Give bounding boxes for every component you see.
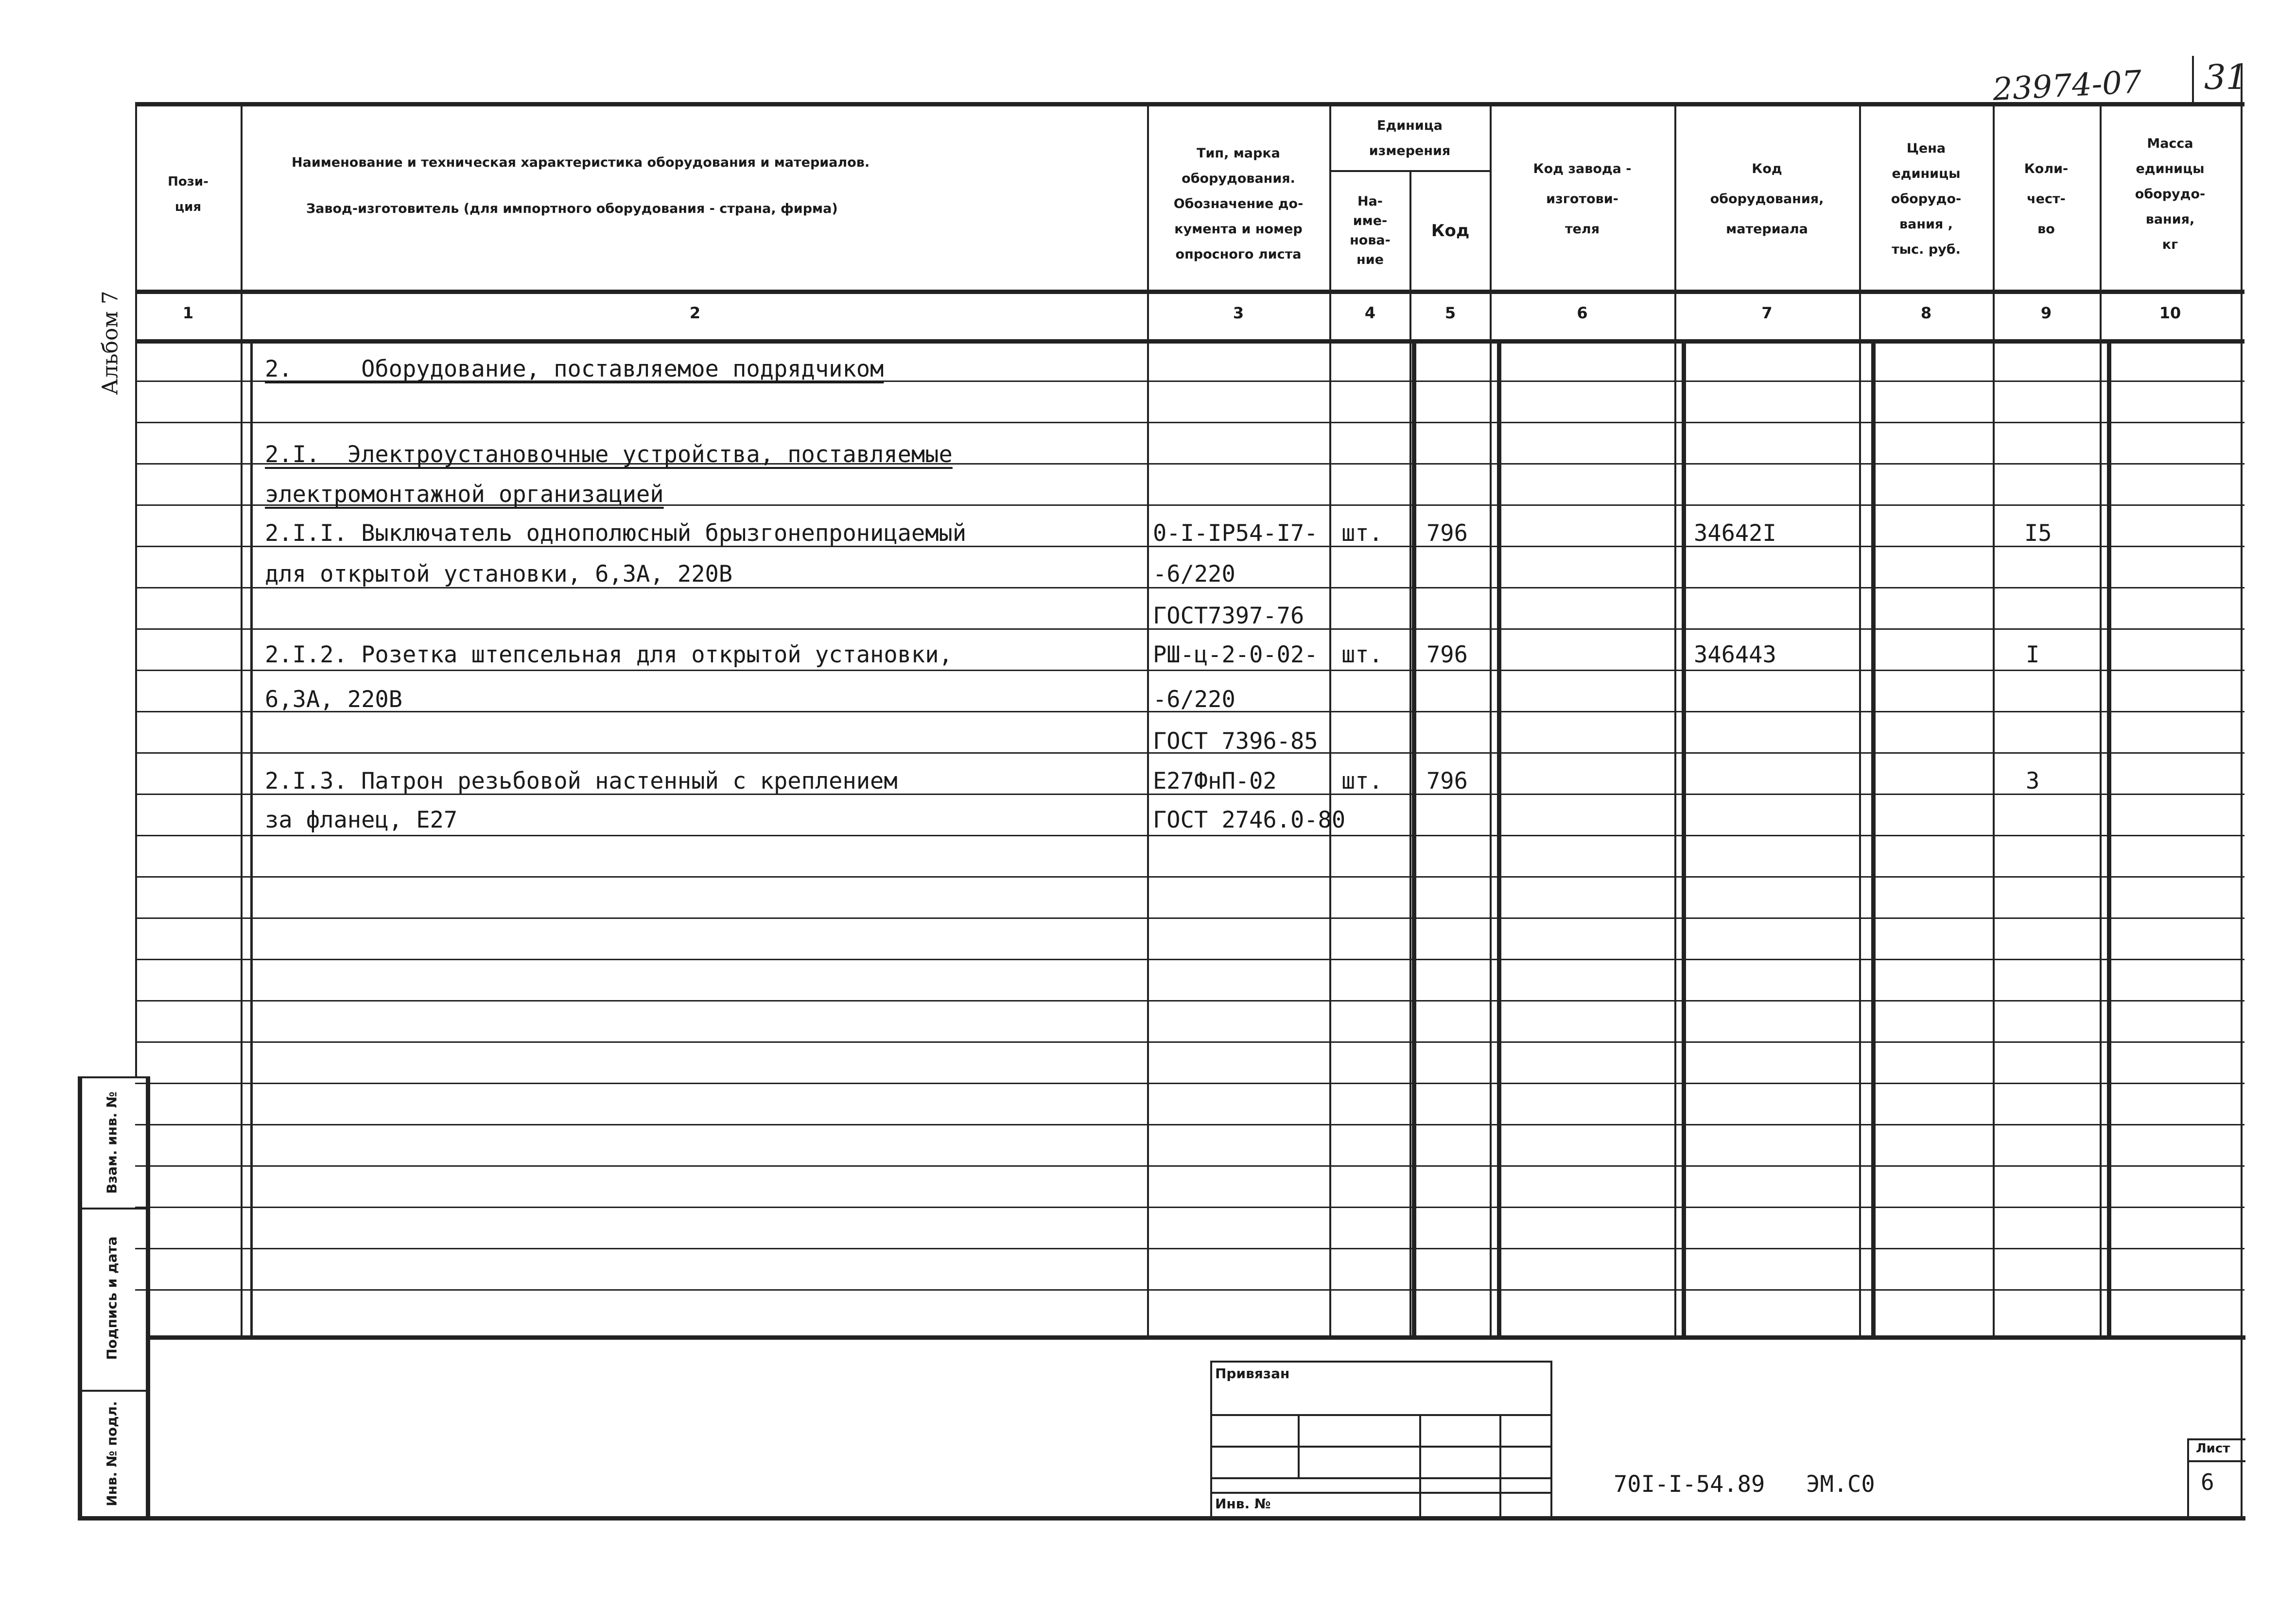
header-units-label: Единица измерения	[1369, 118, 1451, 158]
row-item-2-1-1-name: 2.I.I. Выключатель однополюсный брызгонепроницаемый	[265, 520, 967, 547]
row-item-2-1-3-name: 2.I.3. Патрон резьбовой настенный с креплением	[265, 768, 898, 795]
stamp-sheet-label: Лист	[2196, 1441, 2230, 1456]
colnum-8: 8	[1920, 304, 1932, 322]
row-item-2-1-3-standard: ГОСТ 2746.0-80	[1153, 807, 1346, 833]
row-item-2-1-1-qty: I5	[2024, 520, 2052, 547]
row-item-2-1-3-unit: шт.	[1341, 768, 1383, 795]
table-row-rule	[135, 959, 2244, 960]
album-label: Альбом 7	[98, 291, 123, 395]
header-factory-code: Код завода - изготови- теля	[1533, 161, 1632, 237]
row-item-2-1-2-code: 346443	[1694, 641, 1776, 668]
table-row-rule	[135, 876, 2244, 878]
table-row-rule	[135, 1124, 2244, 1125]
header-name-line1: Наименование и техническая характеристика оборудования и материалов.	[292, 155, 870, 170]
row-item-2-1-3-unitcode: 796	[1426, 768, 1468, 795]
header-name-line2: Завод-изготовитель (для импортного оборудования - страна, фирма)	[306, 201, 838, 216]
table-row-rule	[135, 422, 2244, 423]
row-item-2-1-1-name-2: для открытой установки, 6,3А, 220В	[265, 561, 733, 588]
row-item-2-1-2-type-2: -6/220	[1153, 686, 1235, 713]
colnum-3: 3	[1233, 304, 1244, 322]
row-section-2-1-line2: электромонтажной организацией	[265, 481, 664, 508]
header-position: Пози- ция	[168, 174, 209, 214]
stamp-sheet-number: 6	[2201, 1469, 2214, 1495]
table-row-rule	[135, 1041, 2244, 1043]
table-row-rule	[135, 917, 2244, 919]
colnum-10: 10	[2159, 304, 2181, 322]
row-item-2-1-3-type: Е27ФнП-02	[1153, 768, 1277, 795]
header-unit-mass: Масса единицы оборудо- вания, кг	[2135, 136, 2206, 252]
header-unit-price: Цена единицы оборудо- вания , тыс. руб.	[1891, 141, 1962, 257]
header-equipment-code: Код оборудования, материала	[1710, 161, 1824, 237]
colnum-9: 9	[2040, 304, 2052, 322]
table-row-rule	[135, 1289, 2244, 1291]
row-item-2-1-3-name-2: за фланец, Е27	[265, 807, 458, 833]
stamp-privyazan: Привязан	[1215, 1365, 1290, 1382]
colnum-5: 5	[1444, 304, 1456, 322]
side-podpis-data: Подпись и дата	[104, 1236, 120, 1360]
row-item-2-1-2-name: 2.I.2. Розетка штепсельная для открытой установки,	[265, 641, 953, 668]
row-item-2-1-1-unitcode: 796	[1426, 520, 1468, 547]
table-row-rule	[135, 1000, 2244, 1002]
header-type-brand: Тип, марка оборудования. Обозначение до- кумента и номер опросного листа	[1173, 146, 1304, 262]
header-unit-code: Код	[1431, 221, 1470, 241]
header-unit-name: На- име- нова- ние	[1350, 194, 1391, 267]
row-item-2-1-2-qty: I	[2026, 641, 2040, 668]
page-number-handwritten: 31	[2204, 57, 2248, 97]
row-item-2-1-2-unitcode: 796	[1426, 641, 1468, 668]
table-row-rule	[135, 835, 2244, 836]
side-vzam-inv: Взам. инв. №	[104, 1091, 120, 1194]
row-item-2-1-2-standard: ГОСТ 7396-85	[1153, 728, 1318, 755]
row-item-2-1-2-unit: шт.	[1341, 641, 1383, 668]
table-row-rule	[135, 1165, 2244, 1167]
colnum-1: 1	[182, 304, 194, 322]
row-item-2-1-3-qty: 3	[2026, 768, 2040, 795]
row-item-2-1-2-type: РШ-ц-2-0-02-	[1153, 641, 1318, 668]
colnum-7: 7	[1761, 304, 1773, 322]
inventory-number-handwritten: 23974-07	[1992, 64, 2143, 108]
row-item-2-1-1-type-2: -6/220	[1153, 561, 1235, 588]
row-section-2-1-line1: 2.I. Электроустановочные устройства, поставляемые	[265, 441, 953, 468]
header-quantity: Коли- чест- во	[2024, 161, 2069, 237]
side-inv-podl: Инв. № подл.	[104, 1401, 120, 1506]
row-item-2-1-2-name-2: 6,3А, 220В	[265, 686, 402, 713]
stamp-document-code: 70I-I-54.89 ЭМ.С0	[1614, 1471, 1875, 1498]
row-section-2: 2. Оборудование, поставляемое подрядчиком	[265, 356, 884, 382]
row-item-2-1-1-standard: ГОСТ7397-76	[1153, 603, 1305, 629]
row-item-2-1-1-type: 0-I-IP54-I7-	[1153, 520, 1318, 547]
colnum-4: 4	[1364, 304, 1376, 322]
row-item-2-1-1-unit: шт.	[1341, 520, 1383, 547]
row-item-2-1-1-code: 34642I	[1694, 520, 1776, 547]
colnum-2: 2	[689, 304, 701, 322]
header-units-group	[1331, 109, 1489, 168]
colnum-6: 6	[1577, 304, 1588, 322]
table-row-rule	[135, 1083, 2244, 1084]
table-row-rule	[135, 1248, 2244, 1249]
stamp-inv-no: Инв. №	[1215, 1496, 1271, 1512]
table-row-rule	[135, 1207, 2244, 1208]
table-row-rule	[135, 670, 2244, 671]
